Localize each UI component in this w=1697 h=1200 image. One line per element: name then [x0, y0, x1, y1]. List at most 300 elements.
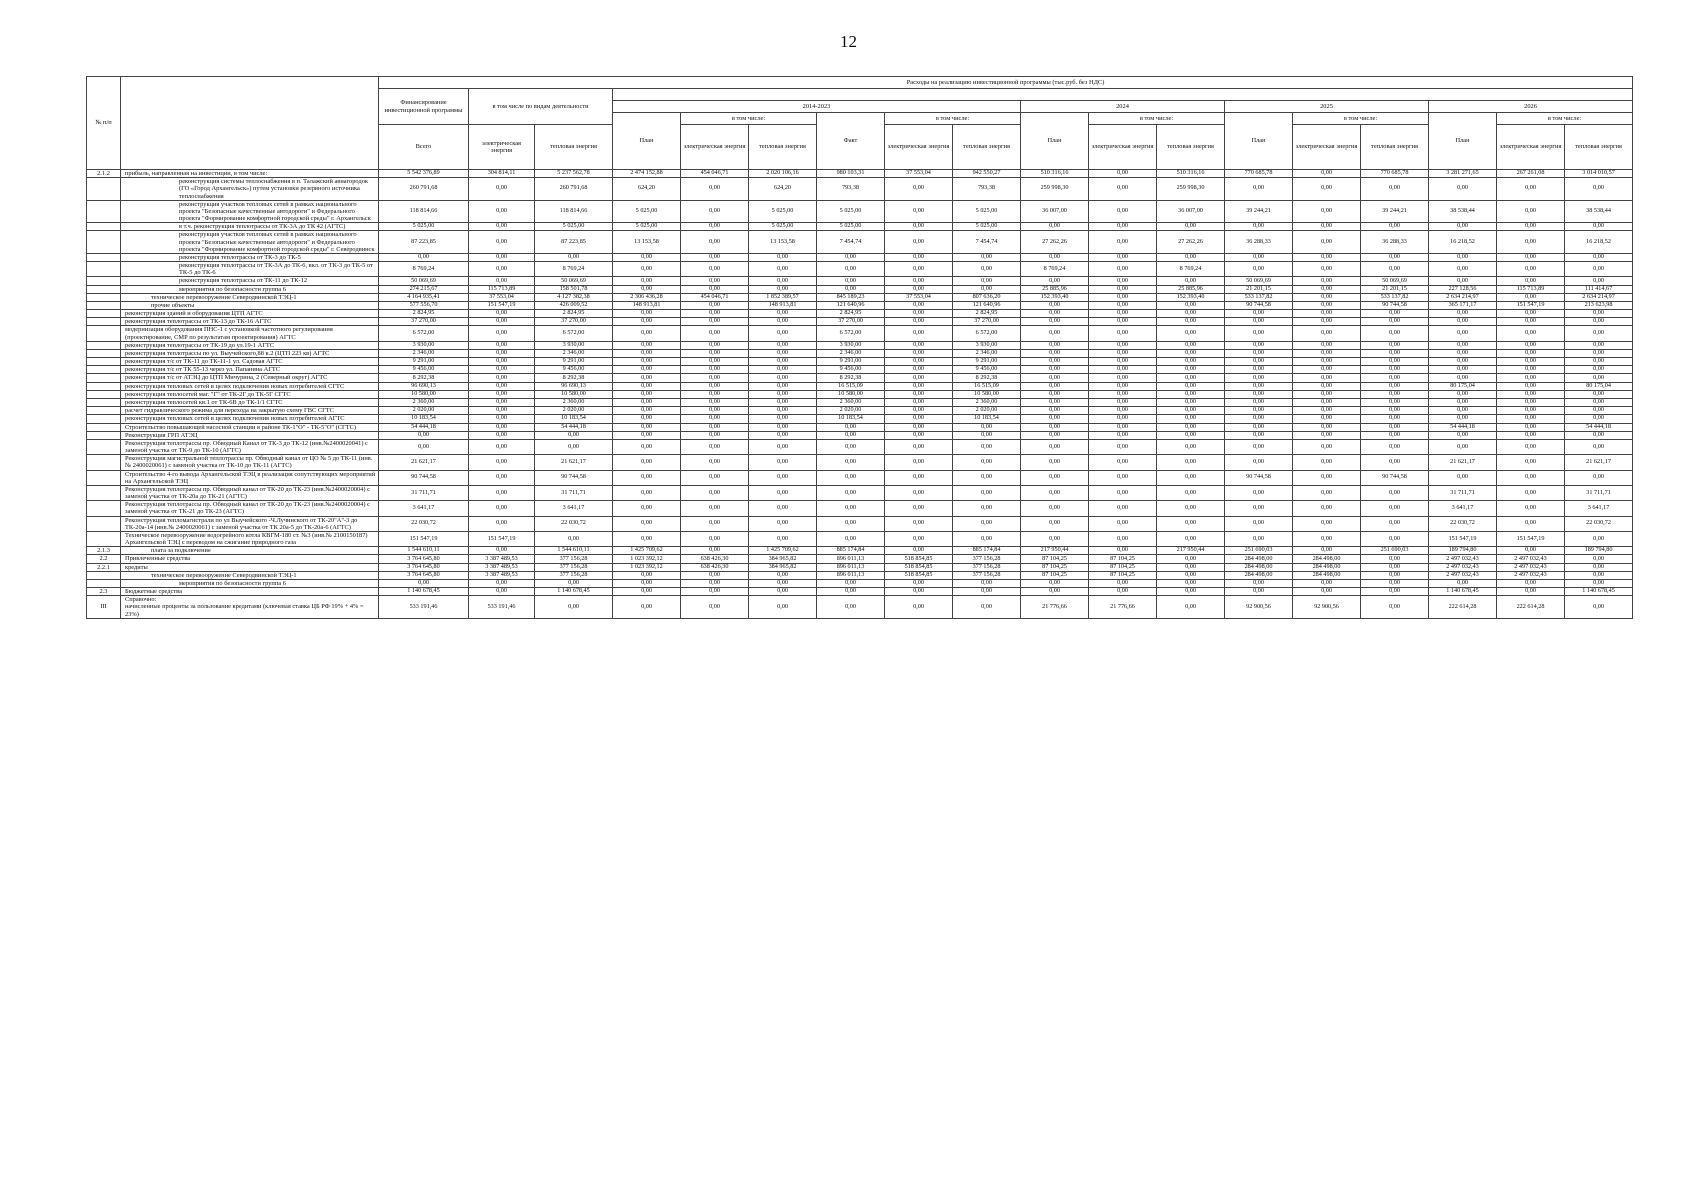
row-value-cell: 0,00 — [1021, 579, 1089, 587]
row-number — [87, 223, 121, 231]
row-value-cell: 0,00 — [469, 501, 535, 516]
header-by-activity: в том числе по видам деятельности — [469, 89, 613, 125]
row-value-cell: 0,00 — [749, 501, 817, 516]
row-value-cell: 0,00 — [469, 253, 535, 261]
row-value-cell: 0,00 — [1293, 439, 1361, 454]
row-value-cell: 21 621,17 — [1429, 455, 1497, 470]
row-value-cell: 365 171,17 — [1429, 301, 1497, 309]
row-value-cell: 0,00 — [953, 501, 1021, 516]
row-value-cell: 37 270,00 — [817, 318, 885, 326]
row-value-cell: 115 713,89 — [1497, 285, 1565, 293]
row-value-cell: 0,00 — [469, 516, 535, 531]
row-value-cell: 3 281 271,65 — [1429, 170, 1497, 178]
row-value-cell: 0,00 — [1225, 439, 1293, 454]
row-number — [87, 326, 121, 341]
row-value-cell: 0,00 — [749, 310, 817, 318]
row-value-cell: 0,00 — [749, 485, 817, 500]
row-value-cell: 0,00 — [1565, 571, 1633, 579]
row-value-cell: 0,00 — [1157, 431, 1225, 439]
row-description: реконструкция тепловых сетей в целях подключения новых потребителей АГТС — [121, 415, 379, 423]
row-value-cell: 27 262,26 — [1021, 231, 1089, 254]
row-value-cell: 0,00 — [681, 516, 749, 531]
row-value-cell: 0,00 — [1429, 366, 1497, 374]
row-value-cell: 0,00 — [1293, 326, 1361, 341]
row-value-cell: 0,00 — [1157, 326, 1225, 341]
row-value-cell: 0,00 — [469, 485, 535, 500]
row-value-cell: 0,00 — [1225, 423, 1293, 431]
row-value-cell: 37 270,00 — [535, 318, 613, 326]
row-value-cell: 0,00 — [1021, 390, 1089, 398]
row-value-cell: 151 547,19 — [1429, 531, 1497, 546]
row-value-cell: 92 900,56 — [1293, 596, 1361, 619]
row-value-cell: 0,00 — [1089, 285, 1157, 293]
row-value-cell: 2 497 032,43 — [1497, 563, 1565, 571]
row-number — [87, 262, 121, 277]
row-value-cell: 0,00 — [1157, 382, 1225, 390]
row-value-cell: 0,00 — [1293, 398, 1361, 406]
row-value-cell: 0,00 — [1429, 178, 1497, 201]
row-value-cell: 6 572,00 — [817, 326, 885, 341]
row-value-cell: 0,00 — [1089, 398, 1157, 406]
row-value-cell: 21 621,17 — [535, 455, 613, 470]
row-value-cell: 0,00 — [1021, 326, 1089, 341]
row-value-cell: 0,00 — [681, 423, 749, 431]
row-value-cell: 0,00 — [681, 341, 749, 349]
row-value-cell: 2 346,00 — [817, 349, 885, 357]
row-value-cell: 0,00 — [1429, 341, 1497, 349]
row-description: реконструкция т/с от ТК 55-13 через ул. Папанина АГТС — [121, 366, 379, 374]
row-value-cell: 0,00 — [1157, 423, 1225, 431]
row-value-cell: 0,00 — [1089, 485, 1157, 500]
row-value-cell: 0,00 — [885, 253, 953, 261]
row-value-cell: 770 685,78 — [1361, 170, 1429, 178]
row-value-cell: 21 201,15 — [1225, 285, 1293, 293]
row-value-cell: 0,00 — [817, 262, 885, 277]
row-value-cell: 87 104,25 — [1089, 555, 1157, 563]
row-value-cell: 0,00 — [749, 382, 817, 390]
row-value-cell: 0,00 — [749, 588, 817, 596]
row-description: мероприятия по безопасности группа 6 — [121, 285, 379, 293]
row-description: Реконструкция тепломагистрали по ул Выучейского -Ч.Лучинского от ТК-20"А"-3 до ТК-20а-14 (инв.№ 2400020061) с заменой участка от ТК 20а-5 до ТК-20а-6 (АГТС) — [121, 516, 379, 531]
row-value-cell: 0,00 — [1497, 485, 1565, 500]
row-value-cell: 0,00 — [885, 231, 953, 254]
row-value-cell: 0,00 — [1293, 501, 1361, 516]
row-value-cell: 454 046,71 — [681, 170, 749, 178]
row-value-cell: 0,00 — [817, 423, 885, 431]
header-description — [121, 77, 379, 170]
row-value-cell: 0,00 — [1429, 431, 1497, 439]
row-value-cell: 0,00 — [1089, 318, 1157, 326]
header-financing: Финансирование инвестиционной программы — [379, 89, 469, 125]
row-value-cell: 0,00 — [681, 407, 749, 415]
row-value-cell: 0,00 — [1565, 366, 1633, 374]
row-value-cell: 9 291,00 — [379, 358, 469, 366]
row-value-cell: 0,00 — [1497, 423, 1565, 431]
row-value-cell: 251 690,03 — [1225, 547, 1293, 555]
row-value-cell: 0,00 — [1293, 374, 1361, 382]
row-value-cell: 148 913,81 — [613, 301, 681, 309]
row-value-cell: 8 769,24 — [379, 262, 469, 277]
row-value-cell: 1 544 610,11 — [379, 547, 469, 555]
row-value-cell: 0,00 — [885, 200, 953, 223]
row-value-cell: 22 030,72 — [379, 516, 469, 531]
row-description: Бюджетные средства — [121, 588, 379, 596]
row-value-cell: 0,00 — [681, 390, 749, 398]
row-value-cell: 31 711,71 — [379, 485, 469, 500]
row-value-cell: 0,00 — [1361, 358, 1429, 366]
row-value-cell: 0,00 — [1157, 455, 1225, 470]
row-value-cell: 793,38 — [817, 178, 885, 201]
row-value-cell: 8 292,38 — [953, 374, 1021, 382]
row-description: реконструкция т/с от АТЭЦ до ЦТП Мичурина, 2 (Северный округ) АГТС — [121, 374, 379, 382]
row-value-cell: 9 456,00 — [535, 366, 613, 374]
row-value-cell: 36 288,33 — [1225, 231, 1293, 254]
row-value-cell: 0,00 — [681, 285, 749, 293]
row-value-cell: 25 885,96 — [1157, 285, 1225, 293]
row-description: реконструкция участков тепловых сетей в рамках национального проекта "Безопасные качественные автодороги" и Федерального проекта "Формирование комфортной городской среды" г. Северодвинск — [121, 231, 379, 254]
table-row — [87, 390, 1633, 398]
row-value-cell: 0,00 — [681, 382, 749, 390]
row-value-cell: 0,00 — [1293, 277, 1361, 285]
header-year-2025: 2025 — [1225, 101, 1429, 113]
row-value-cell: 0,00 — [885, 349, 953, 357]
header-electric: электрическая энергия — [1293, 125, 1361, 170]
row-value-cell: 0,00 — [885, 341, 953, 349]
row-value-cell: 284 498,00 — [1225, 555, 1293, 563]
row-value-cell: 0,00 — [817, 277, 885, 285]
row-value-cell: 0,00 — [1157, 301, 1225, 309]
row-value-cell: 0,00 — [1361, 563, 1429, 571]
row-value-cell: 0,00 — [885, 501, 953, 516]
row-value-cell: 2 824,95 — [817, 310, 885, 318]
row-value-cell: 0,00 — [749, 431, 817, 439]
row-value-cell: 10 183,54 — [535, 415, 613, 423]
row-value-cell: 0,00 — [1021, 382, 1089, 390]
row-value-cell: 0,00 — [1293, 170, 1361, 178]
row-value-cell: 0,00 — [1361, 431, 1429, 439]
row-value-cell: 38 538,44 — [1429, 200, 1497, 223]
row-value-cell: 3 930,00 — [379, 341, 469, 349]
row-value-cell: 0,00 — [1429, 415, 1497, 423]
row-value-cell: 0,00 — [1157, 531, 1225, 546]
header-plan: План — [613, 113, 681, 170]
row-value-cell: 1 140 678,45 — [379, 588, 469, 596]
row-value-cell: 0,00 — [953, 423, 1021, 431]
row-value-cell: 0,00 — [1089, 366, 1157, 374]
row-value-cell: 0,00 — [749, 423, 817, 431]
row-value-cell: 0,00 — [1089, 439, 1157, 454]
table-row — [87, 318, 1633, 326]
row-value-cell: 0,00 — [469, 223, 535, 231]
row-number — [87, 231, 121, 254]
row-number: 2.2 — [87, 555, 121, 563]
row-value-cell: 0,00 — [1497, 318, 1565, 326]
header-electric: электрическая энергия — [1089, 125, 1157, 170]
row-number — [87, 253, 121, 261]
row-value-cell: 2 360,00 — [817, 398, 885, 406]
row-value-cell: 0,00 — [1293, 349, 1361, 357]
row-value-cell: 8 292,38 — [379, 374, 469, 382]
row-value-cell: 0,00 — [1497, 341, 1565, 349]
row-value-cell: 121 640,96 — [817, 301, 885, 309]
row-description: мероприятия по безопасности группа 6 — [121, 579, 379, 587]
row-value-cell: 1 544 610,11 — [535, 547, 613, 555]
row-number — [87, 318, 121, 326]
row-value-cell: 6 572,00 — [953, 326, 1021, 341]
row-value-cell: 384 965,82 — [749, 555, 817, 563]
row-value-cell: 0,00 — [1293, 423, 1361, 431]
row-value-cell: 0,00 — [1225, 223, 1293, 231]
row-value-cell: 624,20 — [613, 178, 681, 201]
row-value-cell: 0,00 — [1565, 223, 1633, 231]
row-value-cell: 0,00 — [1021, 501, 1089, 516]
row-value-cell: 10 183,54 — [379, 415, 469, 423]
row-number: 2.1.3 — [87, 547, 121, 555]
row-value-cell: 284 498,00 — [1293, 555, 1361, 563]
row-number — [87, 516, 121, 531]
row-value-cell: 0,00 — [469, 277, 535, 285]
row-value-cell: 2 497 032,43 — [1429, 563, 1497, 571]
row-value-cell: 151 547,19 — [469, 531, 535, 546]
row-value-cell: 0,00 — [1089, 423, 1157, 431]
row-value-cell: 217 950,44 — [1157, 547, 1225, 555]
row-value-cell: 0,00 — [1293, 455, 1361, 470]
row-value-cell: 0,00 — [613, 358, 681, 366]
header-incl: в том числе: — [681, 113, 817, 125]
table-row — [87, 293, 1633, 301]
row-value-cell: 9 456,00 — [953, 366, 1021, 374]
row-value-cell: 0,00 — [469, 326, 535, 341]
row-value-cell: 0,00 — [469, 547, 535, 555]
row-value-cell: 0,00 — [1021, 223, 1089, 231]
row-value-cell: 0,00 — [1429, 262, 1497, 277]
header-plan: План — [1429, 113, 1497, 170]
row-value-cell: 0,00 — [613, 579, 681, 587]
row-value-cell: 0,00 — [1021, 439, 1089, 454]
row-value-cell: 0,00 — [681, 579, 749, 587]
row-number — [87, 423, 121, 431]
row-value-cell: 0,00 — [1157, 563, 1225, 571]
row-value-cell: 0,00 — [613, 277, 681, 285]
row-value-cell: 13 153,58 — [613, 231, 681, 254]
row-value-cell: 16 218,52 — [1429, 231, 1497, 254]
row-value-cell: 87 223,85 — [535, 231, 613, 254]
row-value-cell: 0,00 — [1293, 547, 1361, 555]
table-row — [87, 485, 1633, 500]
row-value-cell: 121 640,96 — [953, 301, 1021, 309]
row-value-cell: 0,00 — [1429, 310, 1497, 318]
row-value-cell: 0,00 — [1565, 374, 1633, 382]
row-value-cell: 377 156,28 — [535, 571, 613, 579]
row-value-cell: 0,00 — [681, 455, 749, 470]
row-number — [87, 390, 121, 398]
row-value-cell: 111 414,67 — [1565, 285, 1633, 293]
row-number — [87, 470, 121, 485]
row-value-cell: 0,00 — [613, 349, 681, 357]
row-value-cell: 533 137,82 — [1361, 293, 1429, 301]
row-value-cell: 533 191,46 — [469, 596, 535, 619]
row-value-cell: 10 580,00 — [535, 390, 613, 398]
row-value-cell: 2 824,95 — [953, 310, 1021, 318]
header-electric: электрическая энергия — [469, 125, 535, 170]
row-value-cell: 0,00 — [469, 431, 535, 439]
row-value-cell: 4 164 935,41 — [379, 293, 469, 301]
header-thermal: тепловая энергия — [749, 125, 817, 170]
row-value-cell: 90 744,58 — [1361, 301, 1429, 309]
row-value-cell: 0,00 — [469, 349, 535, 357]
row-value-cell: 0,00 — [1089, 178, 1157, 201]
row-value-cell: 0,00 — [1361, 579, 1429, 587]
row-value-cell: 0,00 — [1565, 277, 1633, 285]
row-value-cell: 0,00 — [1157, 470, 1225, 485]
row-value-cell: 0,00 — [1497, 253, 1565, 261]
row-value-cell: 284 498,00 — [1293, 563, 1361, 571]
row-value-cell: 5 025,00 — [749, 200, 817, 223]
row-value-cell: 0,00 — [613, 318, 681, 326]
row-value-cell: 0,00 — [1089, 516, 1157, 531]
row-value-cell: 4 127 382,38 — [535, 293, 613, 301]
row-value-cell: 0,00 — [1021, 407, 1089, 415]
row-value-cell: 0,00 — [379, 431, 469, 439]
row-value-cell: 0,00 — [749, 262, 817, 277]
row-value-cell: 0,00 — [1565, 398, 1633, 406]
row-value-cell: 0,00 — [885, 455, 953, 470]
row-value-cell: 0,00 — [1157, 223, 1225, 231]
row-value-cell: 0,00 — [885, 326, 953, 341]
row-value-cell: 942 550,27 — [953, 170, 1021, 178]
row-value-cell: 0,00 — [1361, 516, 1429, 531]
row-value-cell: 0,00 — [469, 231, 535, 254]
row-value-cell: 0,00 — [1157, 253, 1225, 261]
row-value-cell: 377 156,28 — [535, 555, 613, 563]
row-value-cell: 8 292,38 — [535, 374, 613, 382]
row-value-cell: 0,00 — [613, 485, 681, 500]
row-value-cell: 21 776,66 — [1021, 596, 1089, 619]
row-value-cell: 0,00 — [681, 431, 749, 439]
row-number — [87, 431, 121, 439]
row-value-cell: 0,00 — [1497, 326, 1565, 341]
row-value-cell: 0,00 — [1225, 349, 1293, 357]
row-value-cell: 0,00 — [469, 358, 535, 366]
row-value-cell: 5 542 376,89 — [379, 170, 469, 178]
row-value-cell: 16 218,52 — [1565, 231, 1633, 254]
row-value-cell: 0,00 — [1225, 501, 1293, 516]
row-value-cell: 0,00 — [1565, 596, 1633, 619]
row-value-cell: 0,00 — [1157, 358, 1225, 366]
row-value-cell: 3 764 645,80 — [379, 571, 469, 579]
row-value-cell: 13 153,58 — [749, 231, 817, 254]
header-electric: электрическая энергия — [681, 125, 749, 170]
row-value-cell: 533 191,46 — [379, 596, 469, 619]
row-value-cell: 0,00 — [1293, 431, 1361, 439]
row-value-cell: 0,00 — [1021, 423, 1089, 431]
row-value-cell: 0,00 — [613, 407, 681, 415]
row-value-cell: 807 636,20 — [953, 293, 1021, 301]
row-value-cell: 0,00 — [817, 431, 885, 439]
row-value-cell: 3 764 645,80 — [379, 555, 469, 563]
row-value-cell: 0,00 — [1429, 390, 1497, 398]
row-value-cell: 2 824,95 — [379, 310, 469, 318]
row-value-cell: 0,00 — [1089, 501, 1157, 516]
row-value-cell: 0,00 — [1225, 431, 1293, 439]
row-value-cell: 0,00 — [1565, 253, 1633, 261]
table-row — [87, 253, 1633, 261]
row-value-cell: 37 553,04 — [885, 170, 953, 178]
row-value-cell: 0,00 — [1089, 341, 1157, 349]
row-value-cell: 0,00 — [1157, 310, 1225, 318]
row-value-cell: 3 641,17 — [1429, 501, 1497, 516]
row-value-cell: 0,00 — [1429, 407, 1497, 415]
row-value-cell: 0,00 — [1157, 571, 1225, 579]
row-value-cell: 0,00 — [1089, 579, 1157, 587]
table-row — [87, 310, 1633, 318]
row-value-cell: 0,00 — [1293, 341, 1361, 349]
row-value-cell: 260 791,68 — [379, 178, 469, 201]
row-value-cell: 0,00 — [1157, 366, 1225, 374]
table-row — [87, 596, 1633, 619]
table-row — [87, 326, 1633, 341]
row-value-cell: 0,00 — [817, 253, 885, 261]
row-value-cell: 39 244,21 — [1225, 200, 1293, 223]
row-number: 2.1.2 — [87, 170, 121, 178]
row-value-cell: 0,00 — [613, 285, 681, 293]
row-value-cell: 0,00 — [749, 579, 817, 587]
row-value-cell: 0,00 — [1225, 374, 1293, 382]
row-value-cell: 0,00 — [1021, 588, 1089, 596]
row-value-cell: 0,00 — [953, 431, 1021, 439]
row-value-cell: 0,00 — [749, 358, 817, 366]
row-value-cell: 0,00 — [1225, 415, 1293, 423]
row-value-cell: 0,00 — [1361, 501, 1429, 516]
row-value-cell: 0,00 — [1089, 431, 1157, 439]
row-value-cell: 36 007,00 — [1157, 200, 1225, 223]
row-value-cell: 0,00 — [885, 223, 953, 231]
row-value-cell: 0,00 — [1565, 531, 1633, 546]
row-description: Реконструкция теплотрассы пр. Обводный Канал от ТК-3 до ТК-12 (инв.№2400020041) с заменой участка от ТК-9 до ТК-10 (АГТС) — [121, 439, 379, 454]
row-value-cell: 0,00 — [817, 579, 885, 587]
row-value-cell: 259 998,30 — [1157, 178, 1225, 201]
row-value-cell: 8 769,24 — [535, 262, 613, 277]
row-value-cell: 0,00 — [1089, 223, 1157, 231]
row-description: кредиты — [121, 563, 379, 571]
row-description: Привлеченные средства — [121, 555, 379, 563]
row-value-cell: 0,00 — [1565, 407, 1633, 415]
table-row — [87, 423, 1633, 431]
row-value-cell: 2 306 436,28 — [613, 293, 681, 301]
row-value-cell: 0,00 — [1225, 262, 1293, 277]
row-description: в т.ч. реконструкция теплотрассы от ТК-3А до ТК 42 (АГТС) — [121, 223, 379, 231]
row-value-cell: 0,00 — [1361, 178, 1429, 201]
row-description: реконструкция тепловых сетей в целях подключения новых потребителей СГТС — [121, 382, 379, 390]
row-value-cell: 0,00 — [469, 455, 535, 470]
row-value-cell: 0,00 — [1565, 390, 1633, 398]
row-value-cell: 0,00 — [1361, 555, 1429, 563]
row-value-cell: 0,00 — [613, 531, 681, 546]
row-value-cell: 0,00 — [885, 407, 953, 415]
row-value-cell: 0,00 — [1565, 470, 1633, 485]
row-value-cell: 0,00 — [1157, 341, 1225, 349]
row-value-cell: 0,00 — [681, 547, 749, 555]
row-value-cell: 0,00 — [953, 470, 1021, 485]
header-year-2026: 2026 — [1429, 101, 1633, 113]
row-value-cell: 2 824,95 — [535, 310, 613, 318]
row-value-cell: 0,00 — [1293, 579, 1361, 587]
row-value-cell: 284 498,00 — [1225, 571, 1293, 579]
row-value-cell: 0,00 — [953, 285, 1021, 293]
header-thermal: тепловая энергия — [535, 125, 613, 170]
row-value-cell: 0,00 — [1565, 318, 1633, 326]
row-value-cell: 0,00 — [1157, 407, 1225, 415]
